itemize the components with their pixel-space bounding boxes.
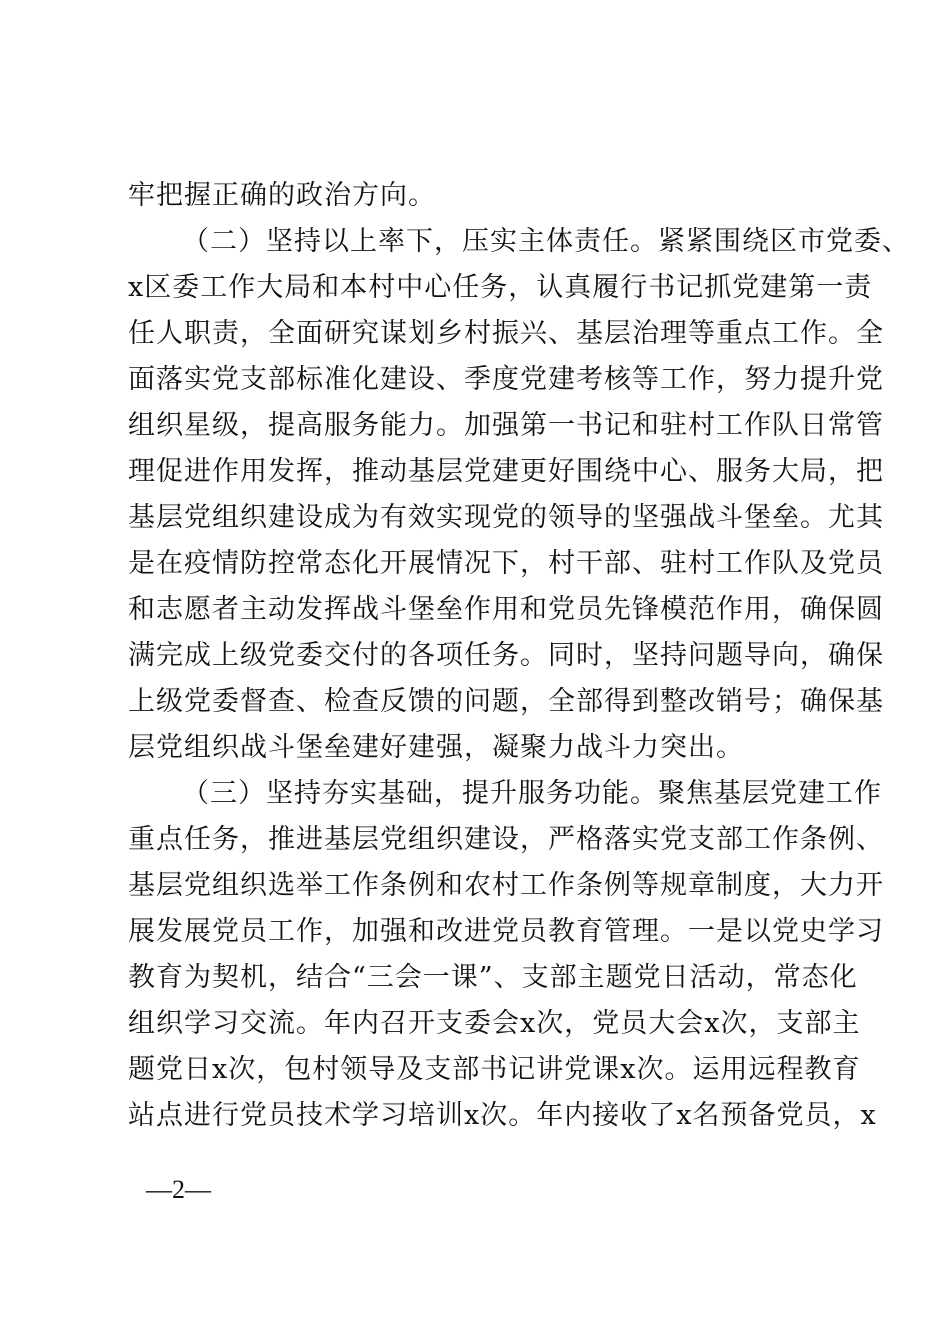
text-line-7: 理促进作用发挥，推动基层党建更好围绕中心、服务大局，把 xyxy=(128,456,884,487)
text-line-20: 题党日x次，包村领导及支部书记讲党课x次。运用远程教育 xyxy=(128,1054,861,1085)
text-line-13: 层党组织战斗堡垒建好建强，凝聚力战斗力突出。 xyxy=(128,732,744,763)
text-line-8: 基层党组织建设成为有效实现党的领导的坚强战斗堡垒。尤其 xyxy=(128,502,884,533)
text-line-19: 组织学习交流。年内召开支委会x次，党员大会x次，支部主 xyxy=(128,1008,861,1039)
text-line-15: 重点任务，推进基层党组织建设，严格落实党支部工作条例、 xyxy=(128,824,884,855)
text-line-21: 站点进行党员技术学习培训x次。年内接收了x名预备党员，x xyxy=(128,1100,877,1131)
page-number: —2— xyxy=(146,1175,211,1204)
text-line-10: 和志愿者主动发挥战斗堡垒作用和党员先锋模范作用，确保圆 xyxy=(128,594,884,625)
text-line-4: 任人职责，全面研究谋划乡村振兴、基层治理等重点工作。全 xyxy=(128,318,884,349)
text-line-11: 满完成上级党委交付的各项任务。同时，坚持问题导向，确保 xyxy=(128,640,884,671)
text-line-6: 组织星级，提高服务能力。加强第一书记和驻村工作队日常管 xyxy=(128,410,884,441)
text-line-1: 牢把握正确的政治方向。 xyxy=(128,180,436,211)
text-line-14: （三）坚持夯实基础，提升服务功能。聚焦基层党建工作 xyxy=(182,778,882,809)
text-line-3: x区委工作大局和本村中心任务，认真履行书记抓党建第一责 xyxy=(128,272,873,303)
text-line-12: 上级党委督查、检查反馈的问题，全部得到整改销号；确保基 xyxy=(128,686,884,717)
text-line-17: 展发展党员工作，加强和改进党员教育管理。一是以党史学习 xyxy=(128,916,884,947)
text-line-18: 教育为契机，结合“三会一课”、支部主题党日活动，常态化 xyxy=(128,962,858,993)
text-line-2: （二）坚持以上率下，压实主体责任。紧紧围绕区市党委、 xyxy=(182,226,910,257)
text-line-5: 面落实党支部标准化建设、季度党建考核等工作，努力提升党 xyxy=(128,364,884,395)
text-line-9: 是在疫情防控常态化开展情况下，村干部、驻村工作队及党员 xyxy=(128,548,884,579)
text-line-16: 基层党组织选举工作条例和农村工作条例等规章制度，大力开 xyxy=(128,870,884,901)
